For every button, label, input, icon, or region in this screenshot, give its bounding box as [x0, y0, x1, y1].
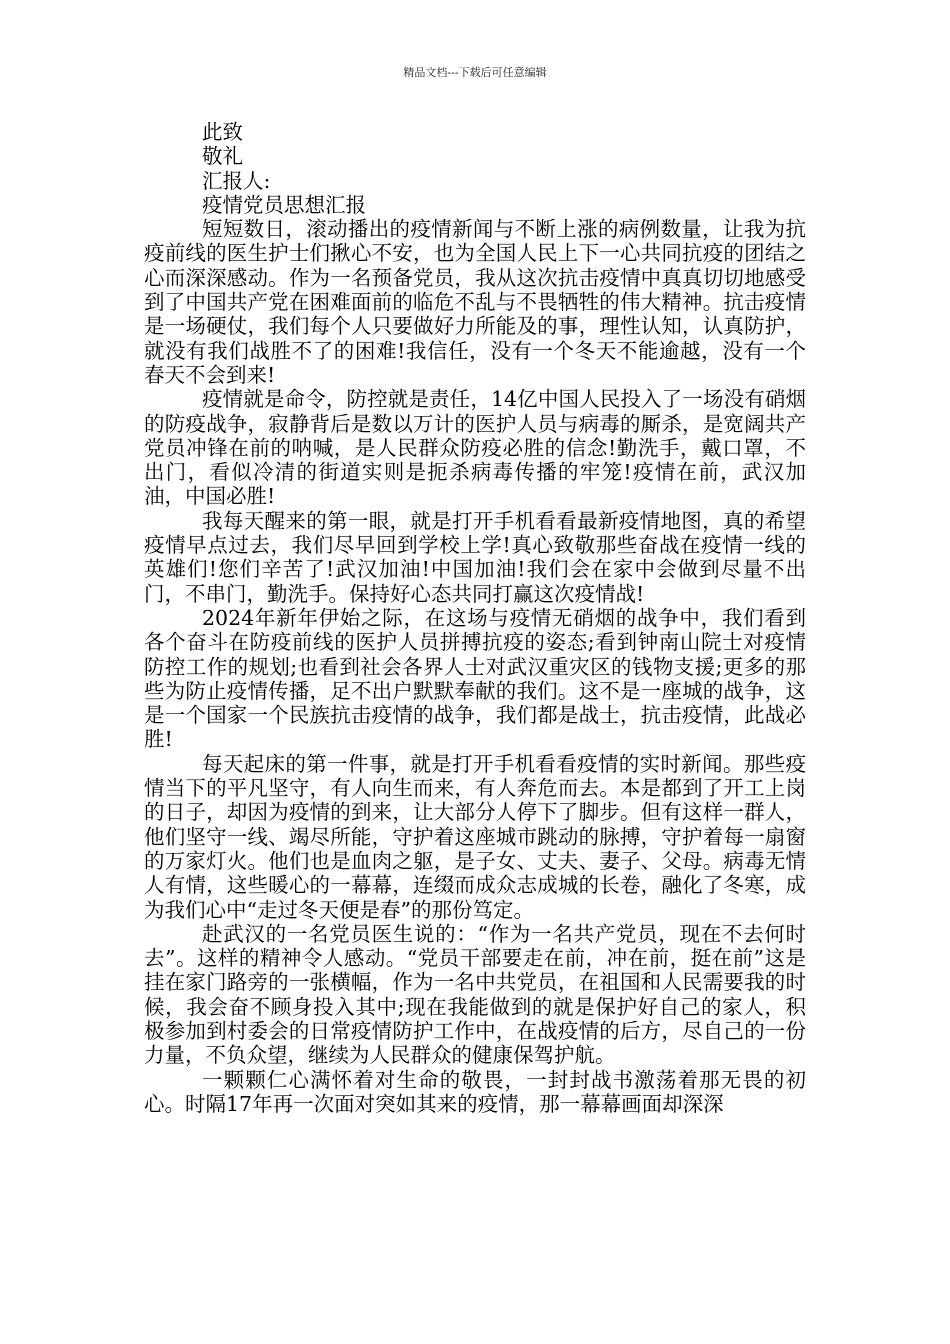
paragraph: 疫情就是命令，防控就是责任，14亿中国人民投入了一场没有硝烟的防疫战争，寂静背后是数以万计的医护人员与病毒的厮杀，是宽阔共产党员冲锋在前的呐喊，是人民群众防疫必胜的信念!勤洗手，戴口罩，不出门，看似冷清的街道实则是扼杀病毒传播的牢笼!疫情在前，武汉加油，中国必胜! [144, 387, 806, 509]
paragraph: 每天起床的第一件事，就是打开手机看看疫情的实时新闻。那些疫情当下的平凡坚守，有人向生而来，有人奔危而去。本是都到了开工上岗的日子，却因为疫情的到来，让大部分人停下了脚步。但有这样一群人，他们坚守一线、竭尽所能，守护着这座城市跳动的脉搏，守护着每一扇窗的万家灯火。他们也是血肉之躯，是子女、丈夫、妻子、父母。病毒无情人有情，这些暖心的一幕幕，连缀而成众志成城的长卷，融化了冬寒，成为我们心中“走过冬天便是春”的那份笃定。 [144, 751, 806, 922]
closing-salutation-1: 此致 [202, 120, 243, 144]
paragraph: 2024年新年伊始之际，在这场与疫情无硝烟的战争中，我们看到各个奋斗在防疫前线的医护人员拼搏抗疫的姿态;看到钟南山院士对疫情防控工作的规划;也看到社会各界人士对武汉重灾区的钱物支援;更多的那些为防止疫情传播，足不出户默默奉献的我们。这不是一座城的战争，这是一个国家一个民族抗击疫情的战争，我们都是战士，抗击疫情，此战必胜! [144, 605, 806, 752]
closing-salutation-2: 敬礼 [202, 144, 243, 169]
document-title: 疫情党员思想汇报 [202, 192, 366, 217]
document-body [144, 120, 806, 1116]
page-header: 精品文档---下载后可任意编辑 [403, 66, 547, 79]
reporter-label: 汇报人: [202, 168, 271, 193]
paragraph: 短短数日，滚动播出的疫情新闻与不断上涨的病例数量，让我为抗疫前线的医生护士们揪心不安，也为全国人民上下一心共同抗疫的团结之心而深深感动。作为一名预备党员，我从这次抗击疫情中真真切切地感受到了中国共产党在困难面前的临危不乱与不畏牺牲的伟大精神。抗击疫情是一场硬仗，我们每个人只要做好力所能及的事，理性认知，认真防护，就没有我们战胜不了的困难!我信任，没有一个冬天不能逾越，没有一个春天不会到来! [144, 217, 806, 387]
paragraph: 赴武汉的一名党员医生说的：“作为一名共产党员，现在不去何时去”。这样的精神令人感动。“党员干部要走在前，冲在前，挺在前”这是挂在家门路旁的一张横幅，作为一名中共党员，在祖国和人民需要我的时候，我会奋不顾身投入其中;现在我能做到的就是保护好自己的家人，积极参加到村委会的日常疫情防护工作中，在战疫情的后方，尽自己的一份力量，不负众望，继续为人民群众的健康保驾护航。 [144, 921, 806, 1068]
paragraph: 我每天醒来的第一眼，就是打开手机看看最新疫情地图，真的希望疫情早点过去，我们尽早回到学校上学!真心致敬那些奋战在疫情一线的英雄们!您们辛苦了!武汉加油!中国加油!我们会在家中会做到尽量不出门，不串门，勤洗手。保持好心态共同打赢这次疫情战! [144, 508, 806, 606]
paragraph: 一颗颗仁心满怀着对生命的敬畏，一封封战书激荡着那无畏的初心。时隔17年再一次面对突如其来的疫情，那一幕幕画面却深深 [144, 1067, 806, 1116]
